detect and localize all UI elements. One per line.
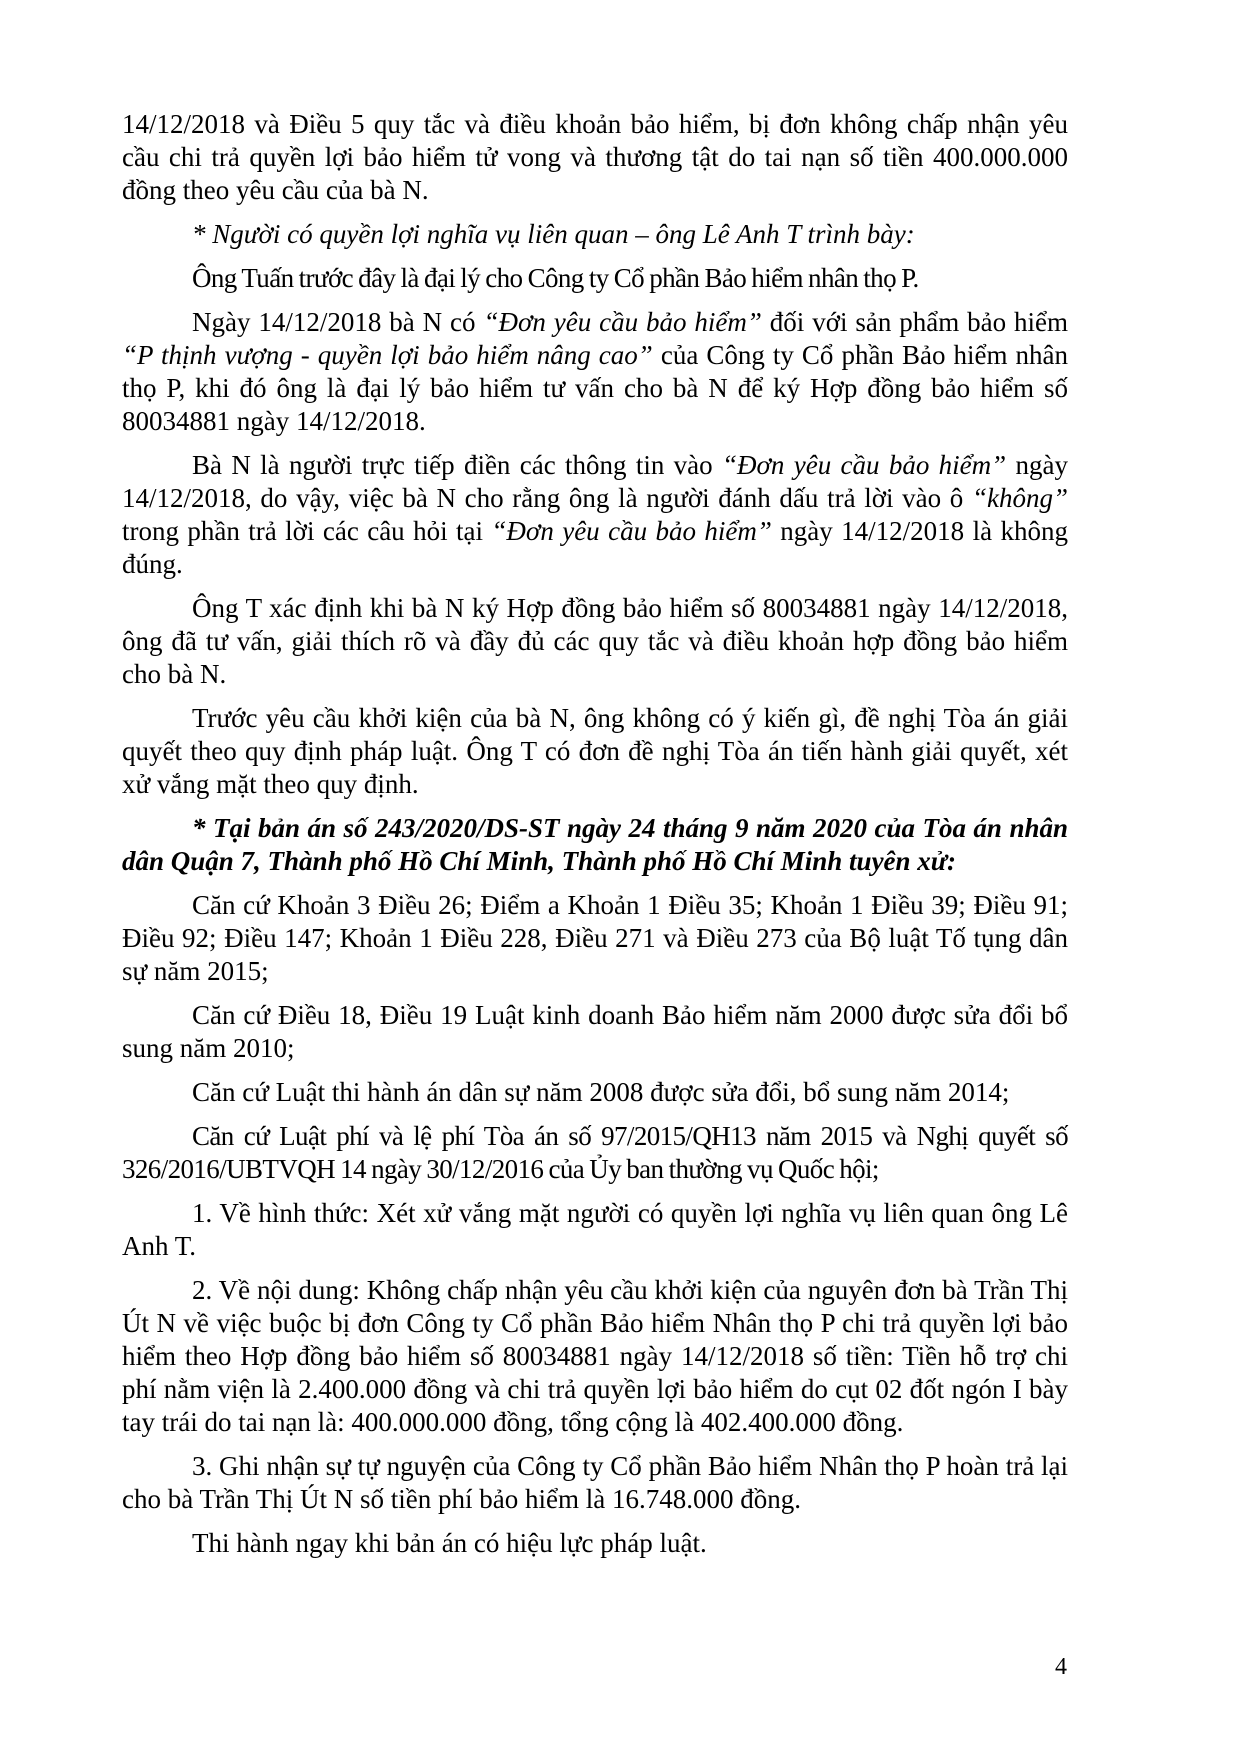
paragraph-legal-basis-3: Căn cứ Luật thi hành án dân sự năm 2008 được sửa đổi, bổ sung năm 2014; xyxy=(192,1077,1010,1107)
paragraph-continuation: 14/12/2018 và Điều 5 quy tắc và điều khoản bảo hiểm, bị đơn không chấp nhận yêu cầu chi trả quyền lợi bảo hiểm tử vong và thương tật do tai nạn số tiền 400.000.000 đồng theo yêu cầu của bà N. xyxy=(122,109,1068,205)
paragraph-enforcement: Thi hành ngay khi bản án có hiệu lực pháp luật. xyxy=(192,1528,707,1558)
paragraph-form-filling xyxy=(122,449,1068,581)
paragraph-advice: Ông T xác định khi bà N ký Hợp đồng bảo hiểm số 80034881 ngày 14/12/2018, ông đã tư vấn, giải thích rõ và đầy đủ các quy tắc và điều khoản hợp đồng bảo hiểm cho bà N. xyxy=(122,593,1068,689)
section-heading-judgment: * Tại bản án số 243/2020/DS-ST ngày 24 tháng 9 năm 2020 của Tòa án nhân dân Quận 7, Thành phố Hồ Chí Minh, Thành phố Hồ Chí Minh tuyên xử: xyxy=(122,813,1068,876)
document-body xyxy=(122,108,1068,1571)
quoted-term: “không” xyxy=(971,483,1068,513)
paragraph-ruling-content: 2. Về nội dung: Không chấp nhận yêu cầu khởi kiện của nguyên đơn bà Trần Thị Út N về việc buộc bị đơn Công ty Cổ phần Bảo hiểm Nhân thọ P chi trả quyền lợi bảo hiểm theo Hợp đồng bảo hiểm số 80034881 ngày 14/12/2018 số tiền: Tiền hỗ trợ chi phí nằm viện là 2.400.000 đồng và chi trả quyền lợi bảo hiểm do cụt 02 đốt ngón I bày tay trái do tai nạn là: 400.000.000 đồng, tổng cộng là 402.400.000 đồng. xyxy=(122,1275,1068,1437)
paragraph-ruling-form: 1. Về hình thức: Xét xử vắng mặt người có quyền lợi nghĩa vụ liên quan ông Lê Anh T. xyxy=(122,1198,1068,1261)
quoted-term: “Đơn yêu cầu bảo hiểm” xyxy=(483,307,762,337)
section-heading-related-party: * Người có quyền lợi nghĩa vụ liên quan – ông Lê Anh T trình bày: xyxy=(192,219,915,249)
text-run: Bà N là người trực tiếp điền các thông tin vào xyxy=(192,450,722,480)
paragraph-legal-basis-1: Căn cứ Khoản 3 Điều 26; Điểm a Khoản 1 Điều 35; Khoản 1 Điều 39; Điều 91; Điều 92; Điều 147; Khoản 1 Điều 228, Điều 271 và Điều 273 của Bộ luật Tố tụng dân sự năm 2015; xyxy=(122,890,1068,986)
quoted-term: “Đơn yêu cầu bảo hiểm” xyxy=(491,516,772,546)
paragraph-legal-basis-4: Căn cứ Luật phí và lệ phí Tòa án số 97/2015/QH13 năm 2015 và Nghị quyết số 326/2016/UBTVQH 14 ngày 30/12/2016 của Ủy ban thường vụ Quốc hội; xyxy=(122,1121,1068,1184)
text-run: ngày 14/12/2018, do vậy, việc bà N cho rằng ông là người đánh dấu trả lời vào ô xyxy=(122,450,1068,513)
text-run: Ngày 14/12/2018 bà N có xyxy=(192,307,484,337)
text-run: đối với sản phẩm bảo hiểm xyxy=(761,307,1069,337)
text-run: của Công ty Cổ phần Bảo hiểm nhân thọ P, khi đó ông là đại lý bảo hiểm tư vấn cho bà N để ký Hợp đồng bảo hiểm số 80034881 ngày 14/12/2018. xyxy=(122,340,1068,436)
paragraph-legal-basis-2: Căn cứ Điều 18, Điều 19 Luật kinh doanh Bảo hiểm năm 2000 được sửa đổi bổ sung năm 2010; xyxy=(122,1000,1068,1063)
paragraph-agent-role: Ông Tuấn trước đây là đại lý cho Công ty Cổ phần Bảo hiểm nhân thọ P. xyxy=(192,263,919,293)
quoted-term: “P thịnh vượng - quyền lợi bảo hiểm nâng cao” xyxy=(122,340,653,370)
paragraph-ruling-refund: 3. Ghi nhận sự tự nguyện của Công ty Cổ phần Bảo hiểm Nhân thọ P hoàn trả lại cho bà Trần Thị Út N số tiền phí bảo hiểm là 16.748.000 đồng. xyxy=(122,1451,1068,1514)
paragraph-insurance-request xyxy=(122,306,1068,438)
text-run: trong phần trả lời các câu hỏi tại xyxy=(122,516,492,546)
text-run: ngày 14/12/2018 là không đúng. xyxy=(122,516,1068,579)
page-number: 4 xyxy=(1055,1654,1067,1680)
paragraph-opinion: Trước yêu cầu khởi kiện của bà N, ông không có ý kiến gì, đề nghị Tòa án giải quyết theo quy định pháp luật. Ông T có đơn đề nghị Tòa án tiến hành giải quyết, xét xử vắng mặt theo quy định. xyxy=(122,703,1068,799)
quoted-term: “Đơn yêu cầu bảo hiểm” xyxy=(722,450,1007,480)
